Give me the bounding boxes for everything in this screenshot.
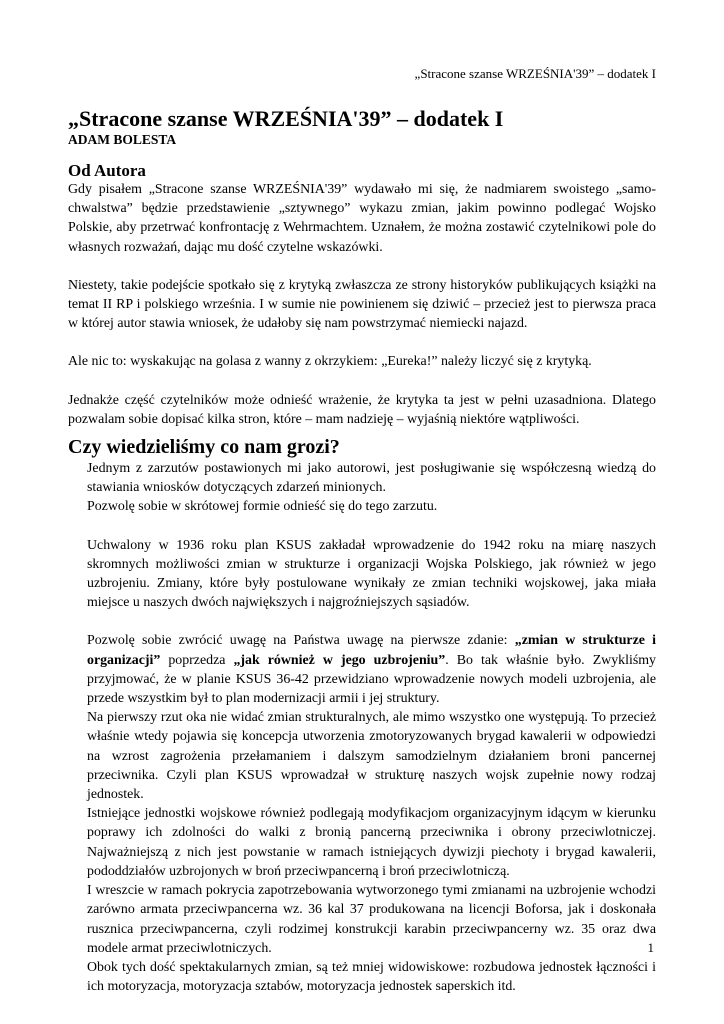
bold-quote: „zmian w strukturze i organizacji”	[87, 633, 657, 668]
section-heading-od-autora: Od Autora	[68, 161, 146, 180]
section-heading-czy-wiedzielismy: Czy wiedzieliśmy co nam grozi?	[68, 436, 340, 459]
page-number: 1	[647, 940, 654, 955]
paragraph: Pozwolę sobie w skrótowej formie odnieść się do tego zarzutu.	[87, 499, 438, 515]
text-run: . Bo tak właśnie było. Zwykliśmy przyjmować, że w planie KSUS 36-42 przewidziano wprowadzenie nowych modeli uzbrojenia, ale przede wszystkim był to plan modernizacji armii i jej struktury.	[87, 652, 656, 707]
paragraph: Gdy pisałem „Stracone szanse WRZEŚNIA'39” wydawało mi się, że nadmiarem swoistego „samo-chwalstwa” będzie przedstawienie „sztywnego” wykazu zmian, jakim powinno podlegać Wojsko Polskie, aby przetrwać konfrontację z Wehrmachtem. Uznałem, że można zostawić czytelnikowi pole do własnych rozważań, dając mu dość czytelne wskazówki.	[68, 182, 656, 255]
paragraph: Na pierwszy rzut oka nie widać zmian strukturalnych, ale mimo wszystko one występują. To przecież właśnie wtedy pojawia się koncepcja utworzenia zmotoryzowanych brygad kawalerii w odpowiedzi na wzrost zagrożenia przełamaniem i dalszym samodzielnym działaniem broni pancernej przeciwnika. Czyli plan KSUS wprowadzał w strukturę naszych wojsk zupełnie nowy rodzaj jednostek.	[87, 710, 656, 803]
paragraph: Istniejące jednostki wojskowe również podlegają modyfikacjom organizacyjnym idącym w kierunku poprawy ich zdolności do walki z bronią pancerną przeciwnika i obrony przeciwlotniczej. Najważniejszą z nich jest powstanie w ramach istniejących dywizji piechoty i brygad kawalerii, pododdziałów uzbrojonych w broń przeciwpancerną i broń przeciwlotniczą.	[87, 806, 656, 879]
paragraph: I wreszcie w ramach pokrycia zapotrzebowania wytworzonego tymi zmianami na uzbrojenie wchodzi zarówno armata przeciwpancerna wz. 36 kal 37 produkowana na licencji Boforsa, jak i doskonała rusznica przeciwpancerna, czyli rodzimej konstrukcji karabin przeciwpancerny wz. 35 oraz dwa modele armat przeciwlotniczych.	[87, 883, 656, 956]
author-name: ADAM BOLESTA	[68, 132, 177, 147]
paragraph: Uchwalony w 1936 roku plan KSUS zakładał wprowadzenie do 1942 roku na miarę naszych skromnych możliwości zmian w strukturze i organizacji Wojska Polskiego, jak również w jego uzbrojeniu. Zmiany, które były postulowane wynikały ze zmian techniki wojskowej, jaka miała miejsce u naszych dwóch największych i najgroźniejszych sąsiadów.	[87, 537, 656, 611]
paragraph: Obok tych dość spektakularnych zmian, są też mniej widowiskowe: rozbudowa jednostek łączności i ich motoryzacja, motoryzacja sztabów, motoryzacja jednostek saperskich itd.	[87, 959, 656, 995]
document-title: „Stracone szanse WRZEŚNIA'39” – dodatek I	[68, 106, 504, 131]
paragraph: Niestety, takie podejście spotkało się z krytyką zwłaszcza ze strony historyków publikujących książki na temat II RP i polskiego września. I w sumie nie powinienem się dziwić – przecież jest to pierwsza praca w której autor stawia wniosek, że udałoby się nam powstrzymać niemiecki najazd.	[68, 277, 656, 332]
paragraph: Jednym z zarzutów postawionych mi jako autorowi, jest posługiwanie się współczesną wiedzą do stawiania wniosków dotyczących zdarzeń minionych.	[87, 461, 656, 496]
section-body	[87, 459, 656, 996]
text-run: Pozwolę sobie zwrócić uwagę na Państwa uwagę na pierwsze zdanie:	[87, 633, 515, 649]
bold-quote: „jak również w jego uzbrojeniu”	[233, 652, 446, 668]
paragraph: Ale nic to: wyskakując na golasa z wanny z okrzykiem: „Eureka!” należy liczyć się z krytyką.	[68, 354, 592, 370]
running-header: „Stracone szanse WRZEŚNIA'39” – dodatek I	[414, 66, 656, 81]
paragraph: Jednakże część czytelników może odnieść wrażenie, że krytyka ta jest w pełni uzasadniona. Dlatego pozwalam sobie dopisać kilka stron, które – mam nadzieję – wyjaśnią niektóre wątpliwości.	[68, 392, 656, 427]
text-run: poprzedza	[160, 652, 234, 668]
main-content	[68, 106, 656, 996]
paragraph-with-emphasis	[87, 631, 656, 708]
